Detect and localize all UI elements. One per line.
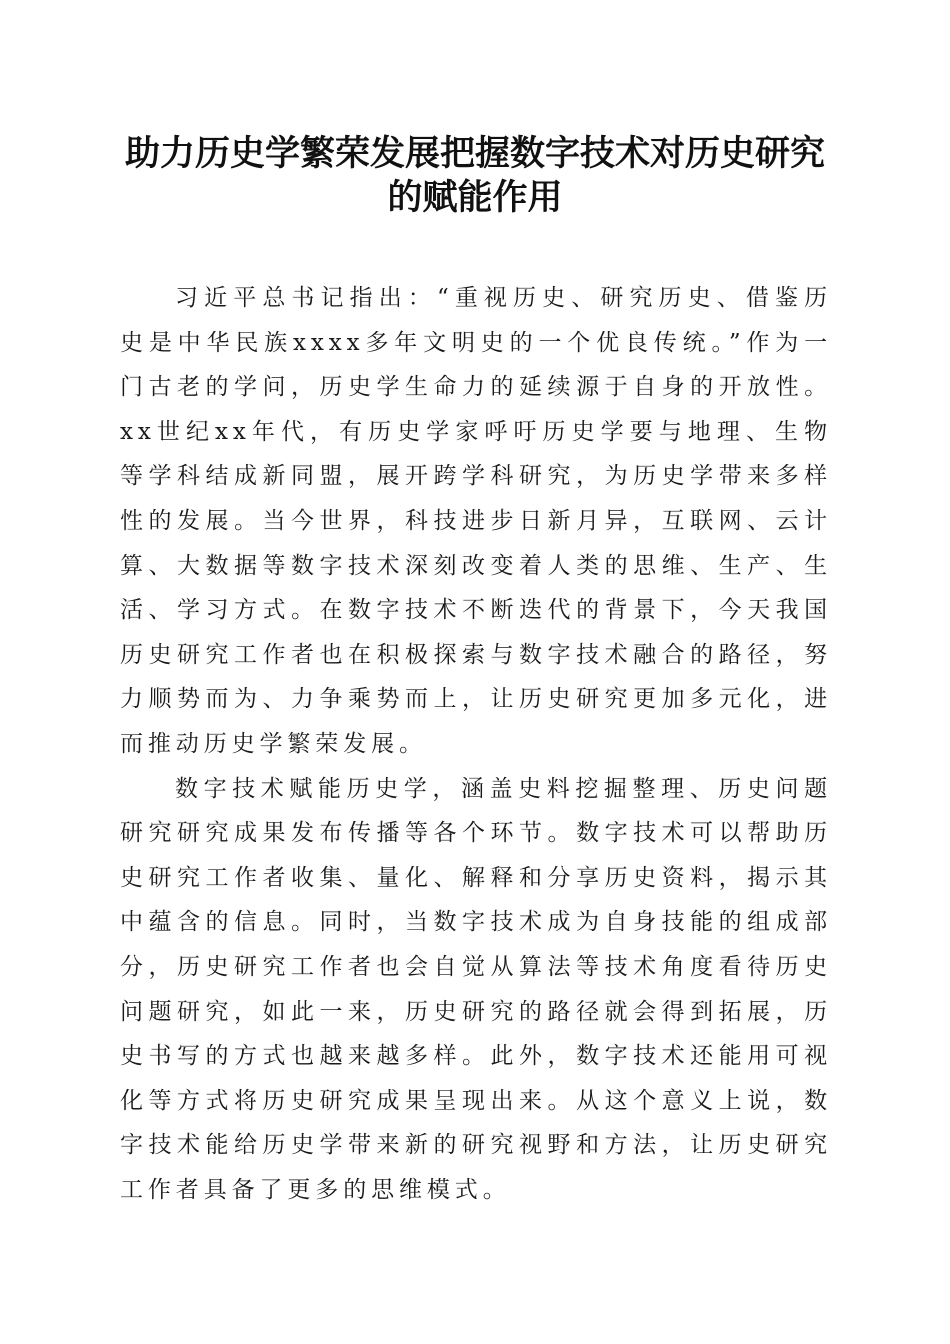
document-body [120, 276, 832, 1212]
title-line-2: 的赋能作用 [387, 178, 563, 218]
title-line-1: 助力历史学繁荣发展把握数字技术对历史研究 [124, 134, 825, 174]
paragraph-2: 数字技术赋能历史学，涵盖史料挖掘整理、历史问题研究研究成果发布传播等各个环节。数字技术可以帮助历史研究工作者收集、量化、解释和分享历史资料，揭示其中蕴含的信息。同时，当数字技术成为自身技能的组成部分，历史研究工作者也会自觉从算法等技术角度看待历史问题研究，如此一来，历史研究的路径就会得到拓展，历史书写的方式也越来越多样。此外，数字技术还能用可视化等方式将历史研究成果呈现出来。从这个意义上说，数字技术能给历史学带来新的研究视野和方法，让历史研究工作者具备了更多的思维模式。 [120, 775, 832, 1203]
paragraph-1: 习近平总书记指出：“重视历史、研究历史、借鉴历史是中华民族xxxx多年文明史的一个优良传统。”作为一门古老的学问，历史学生命力的延续源于自身的开放性。xx世纪xx年代，有历史学家呼吁历史学要与地理、生物等学科结成新同盟，展开跨学科研究，为历史学带来多样性的发展。当今世界，科技进步日新月异，互联网、云计算、大数据等数字技术深刻改变着人类的思维、生产、生活、学习方式。在数字技术不断迭代的背景下，今天我国历史研究工作者也在积极探索与数字技术融合的路径，努力顺势而为、力争乘势而上，让历史研究更加多元化，进而推动历史学繁荣发展。 [120, 285, 832, 757]
document-title [110, 132, 840, 220]
